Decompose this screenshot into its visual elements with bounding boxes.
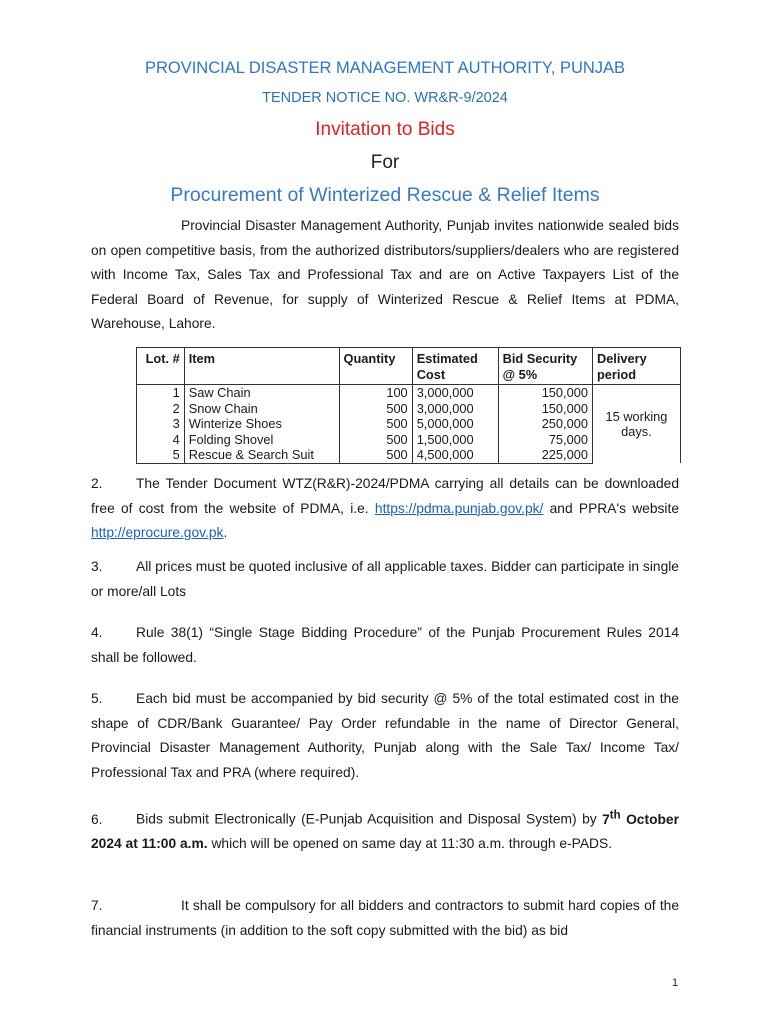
header-item: Item: [184, 348, 339, 385]
paragraph-number: 7.: [91, 898, 103, 913]
table-row: [137, 385, 681, 401]
estimated-cost: 1,500,000: [412, 432, 498, 448]
bid-security: 250,000: [498, 416, 592, 432]
header-bid-security: Bid Security @ 5%: [498, 348, 592, 385]
bid-security: 225,000: [498, 447, 592, 463]
item-quantity: 500: [339, 447, 412, 463]
paragraph-text: It shall be compulsory for all bidders and contractors to submit hard copies of the financial instruments (in addition to the soft copy submitted with the bid) as bid: [91, 898, 679, 938]
paragraph-text: The Tender Document WTZ(R&R)-2024/PDMA carrying all details can be downloaded free of cost from the website of PDMA, i.e.: [91, 476, 679, 516]
invitation-title: Invitation to Bids: [315, 119, 455, 140]
bid-security: 150,000: [498, 401, 592, 417]
header-estimated-cost: Estimated Cost: [412, 348, 498, 385]
estimated-cost: 5,000,000: [412, 416, 498, 432]
estimated-cost: 3,000,000: [412, 401, 498, 417]
item-quantity: 500: [339, 432, 412, 448]
item-quantity: 500: [339, 401, 412, 417]
delivery-period: 15 working days.: [592, 385, 680, 464]
tender-notice-number: TENDER NOTICE NO. WR&R-9/2024: [262, 90, 508, 106]
item-name: Rescue & Search Suit: [184, 447, 339, 463]
paragraph-text: Bids submit Electronically (E-Punjab Acquisition and Disposal System) by: [136, 811, 597, 827]
paragraph-text: which will be opened on same day at 11:30 a.m. through e-PADS.: [211, 836, 613, 852]
paragraph-number: 5.: [91, 691, 103, 706]
estimated-cost: 4,500,000: [412, 447, 498, 463]
pdma-website-link[interactable]: https://pdma.punjab.gov.pk/: [374, 500, 544, 516]
paragraph-text: Rule 38(1) “Single Stage Bidding Procedure” of the Punjab Procurement Rules 2014 shall be followed.: [91, 625, 679, 665]
lot-number: 1: [137, 385, 185, 401]
item-quantity: 100: [339, 385, 412, 401]
item-name: Snow Chain: [184, 401, 339, 417]
paragraph-number: 4.: [91, 625, 103, 640]
lot-number: 2: [137, 401, 185, 417]
page-number: 1: [672, 977, 679, 989]
intro-paragraph: [91, 214, 679, 337]
lot-number: 4: [137, 432, 185, 448]
paragraph-number: 6.: [91, 811, 103, 827]
paragraph-7: [91, 894, 679, 943]
item-name: Saw Chain: [184, 385, 339, 401]
bid-security: 75,000: [498, 432, 592, 448]
paragraph-4: [91, 621, 679, 670]
paragraph-text: Each bid must be accompanied by bid security @ 5% of the total estimated cost in the shape of CDR/Bank Guarantee/ Pay Order refundable in the name of Director General, Provincial Disaster Management Authority, Punjab along with the Sale Tax/ Income Tax/ Professional Tax and PRA (where required).: [91, 691, 679, 780]
paragraph-3: [91, 555, 679, 604]
paragraph-text: .: [223, 525, 228, 540]
for-label: For: [370, 152, 400, 173]
header-lot: Lot. #: [137, 348, 185, 385]
ppra-website-link[interactable]: http://eprocure.gov.pk: [91, 525, 224, 540]
lot-number: 5: [137, 447, 185, 463]
organization-heading: PROVINCIAL DISASTER MANAGEMENT AUTHORITY, PUNJAB: [144, 59, 626, 77]
lot-number: 3: [137, 416, 185, 432]
deadline-day: 7: [602, 811, 610, 827]
table-header-row: [137, 348, 681, 385]
item-quantity: 500: [339, 416, 412, 432]
paragraph-text: and PPRA's website: [549, 500, 679, 516]
header-quantity: Quantity: [339, 348, 412, 385]
header-delivery: Delivery period: [592, 348, 680, 385]
paragraph-6: [91, 803, 679, 857]
estimated-cost: 3,000,000: [412, 385, 498, 401]
paragraph-number: 2.: [91, 476, 103, 491]
procurement-title: Procurement of Winterized Rescue & Relief Items: [170, 184, 600, 206]
intro-text: Provincial Disaster Management Authority, Punjab invites nationwide sealed bids on open competitive basis, from the authorized distributors/suppliers/dealers who are registered with Income Tax, Sales Tax and Professional Tax and are on Active Taxpayers List of the Federal Board of Revenue, for supply of Winterized Rescue & Relief Items at PDMA, Warehouse, Lahore.: [91, 218, 679, 331]
paragraph-number: 3.: [91, 559, 103, 574]
bid-security: 150,000: [498, 385, 592, 401]
lots-table: [136, 347, 681, 464]
paragraph-5: [91, 687, 679, 785]
paragraph-2: [91, 472, 679, 546]
item-name: Folding Shovel: [184, 432, 339, 448]
item-name: Winterize Shoes: [184, 416, 339, 432]
deadline-day-suffix: th: [609, 809, 621, 821]
deadline-date-time: October 2024 at 11:00 a.m.: [91, 811, 679, 852]
paragraph-text: All prices must be quoted inclusive of all applicable taxes. Bidder can participate in single or more/all Lots: [91, 559, 679, 599]
